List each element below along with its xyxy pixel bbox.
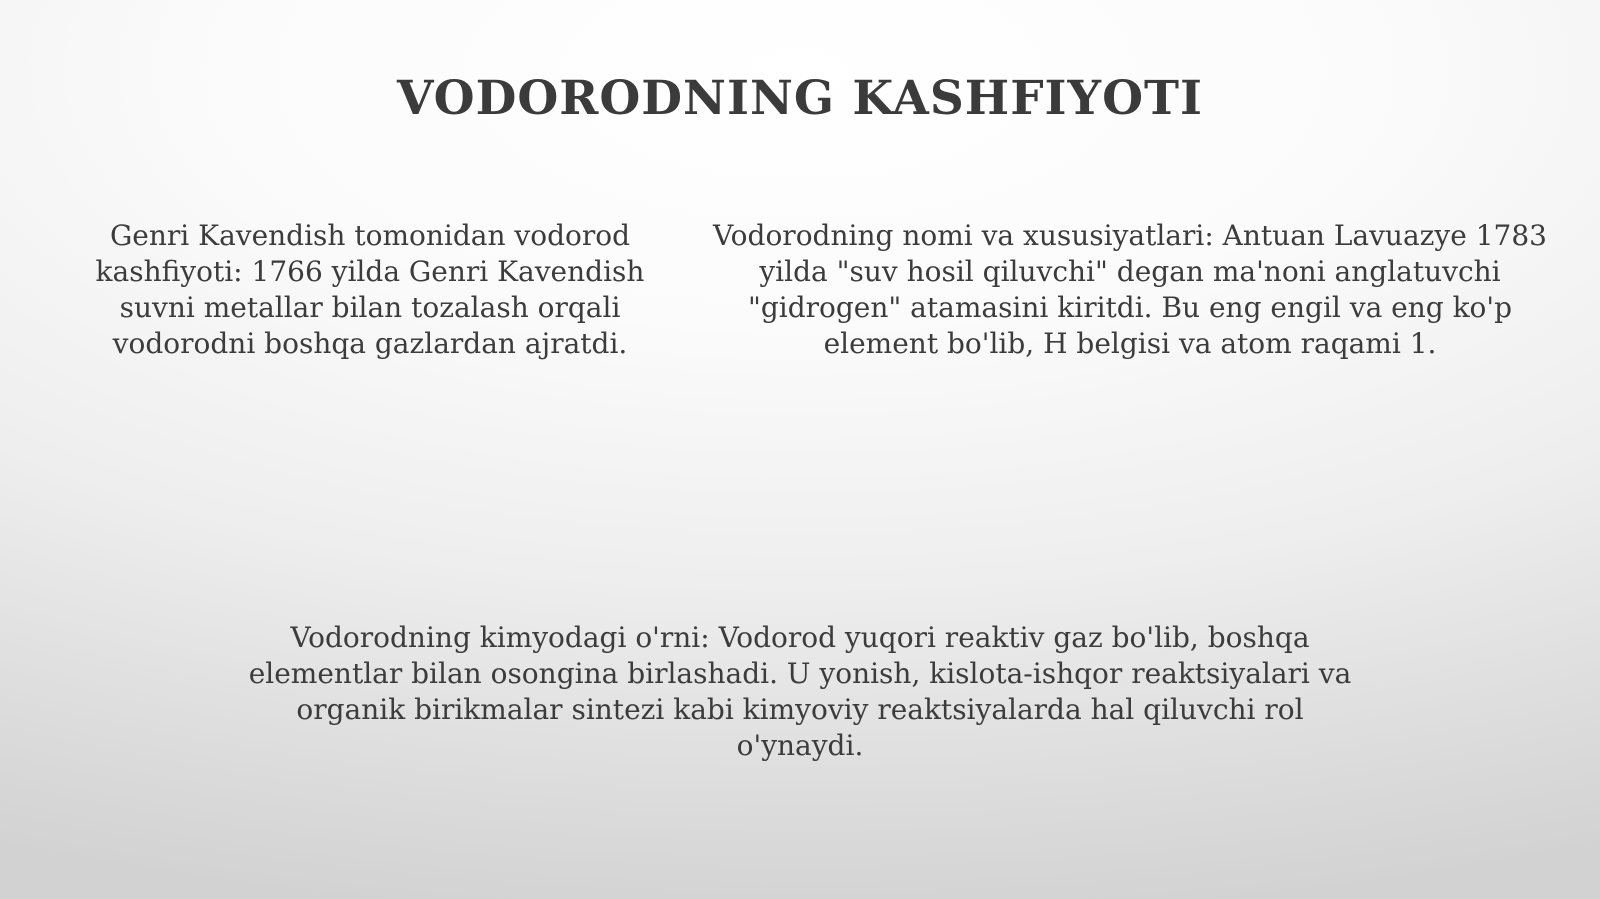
slide-title: VODORODNING KASHFIYOTI [396,71,1203,126]
text-block-cavendish: Genri Kavendish tomonidan vodorod kashfiyoti: 1766 yilda Genri Kavendish suvni metallar bilan tozalash orqali vodorodni boshqa gazlardan ajratdi. [95,219,645,360]
text-block-name-properties: Vodorodning nomi va xususiyatlari: Antuan Lavuazye 1783 yilda "suv hosil qiluvchi" degan ma'noni anglatuvchi "gidrogen" atamasini kiritdi. Bu eng engil va eng ko'p element bo'lib, H belgisi va atom raqami 1. [713,219,1547,360]
text-block-chemistry-role: Vodorodning kimyodagi o'rni: Vodorod yuqori reaktiv gaz bo'lib, boshqa elementlar bilan osongina birlashadi. U yonish, kislota-ishqor reaktsiyalari va organik birikmalar sintezi kabi kimyoviy reaktsiyalarda hal qiluvchi rol o'ynaydi. [248,621,1352,762]
